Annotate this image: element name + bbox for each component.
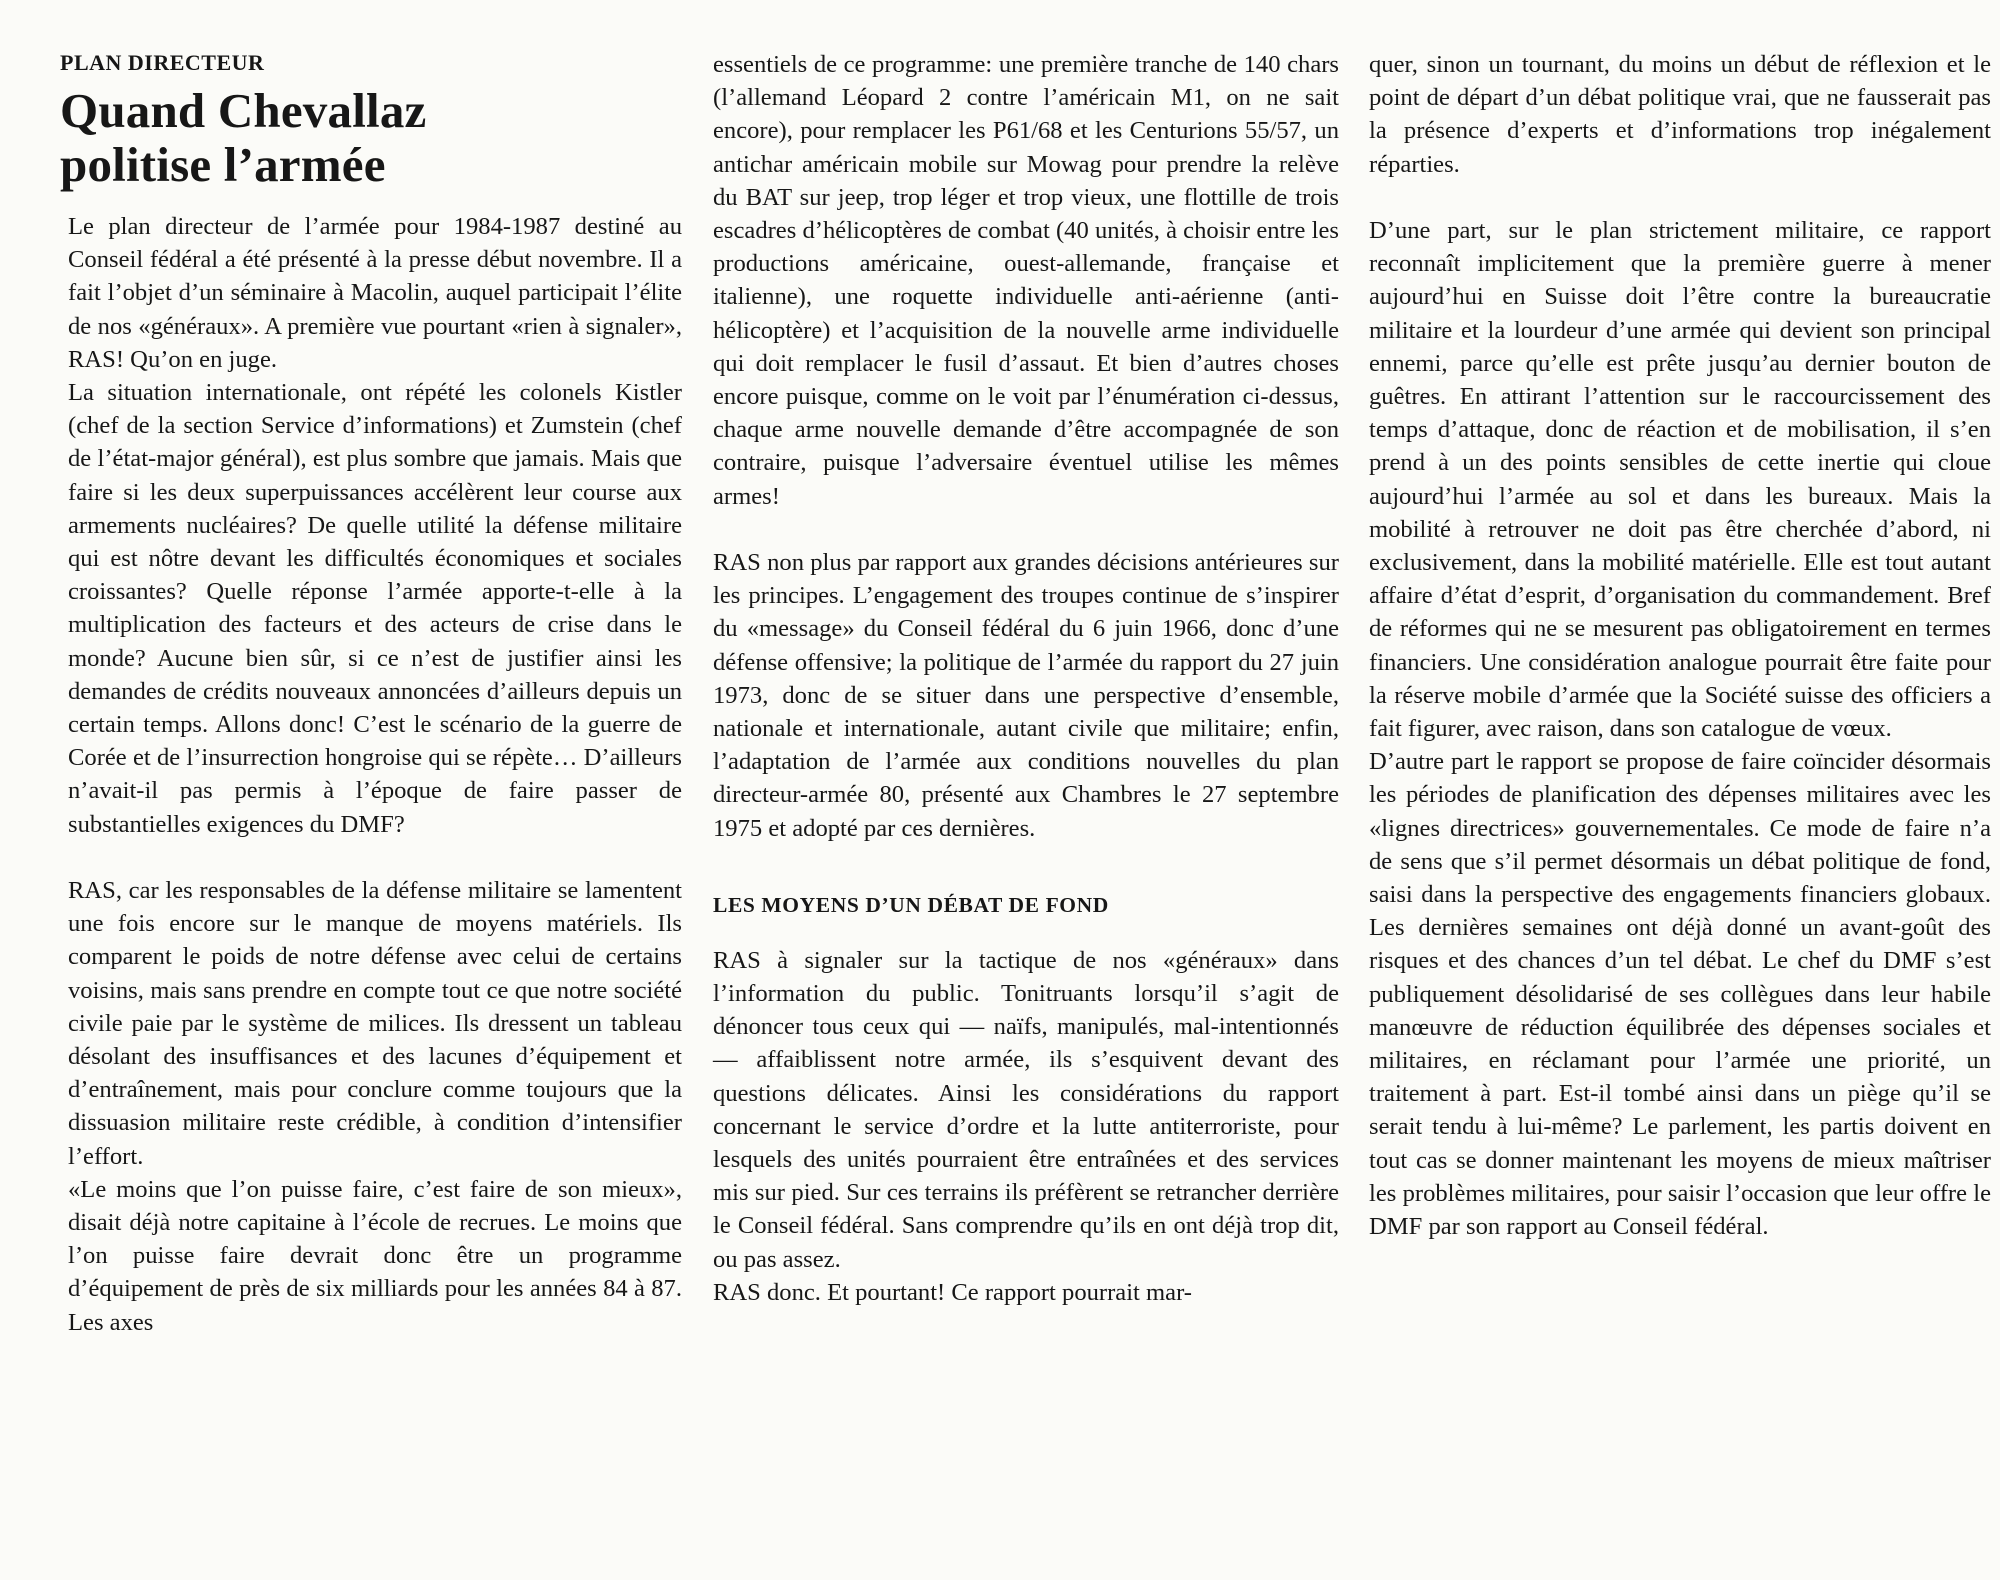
column-3: [1369, 48, 1991, 1243]
paragraph: «Le moins que l’on puisse faire, c’est faire de son mieux», disait déjà notre capitaine à l’école de recrues. Le moins que l’on puisse faire devrait donc être un programme d’équipement de près de six milliards pour les années 84 à 87. Les axes: [68, 1175, 682, 1336]
paragraph: D’autre part le rapport se propose de faire coïncider désormais les périodes de planification des dépenses militaires avec les «lignes directrices» gouvernementales. Ce mode de faire n’a de sens que s’il permet désormais un débat politique de fond, saisi dans la perspective des engagements financiers globaux. Les dernières semaines ont déjà donné un avant-goût des risques et des chances d’un tel débat. Le chef du DMF s’est publiquement désolidarisé de ses collègues dans leur habile manœuvre de réduction équilibrée des dépenses sociales et militaires, en réclamant pour l’armée une priorité, un traitement à part. Est-il tombé ainsi dans un piège qu’il se serait tendu à lui-même? Le parlement, les partis doivent en tout cas se donner maintenant les moyens de mieux maîtriser les problèmes militaires, pour saisir l’occasion que leur offre le DMF par son rapport au Conseil fédéral.: [1369, 748, 1991, 1241]
column-1: [60, 48, 682, 1339]
paragraph: Le plan directeur de l’armée pour 1984-1987 destiné au Conseil fédéral a été présenté à la presse début novembre. Il a fait l’objet d’un séminaire à Macolin, auquel participait l’élite de nos «généraux». A première vue pourtant «rien à signaler», RAS! Qu’on en juge.: [68, 213, 682, 373]
paragraph: RAS non plus par rapport aux grandes décisions antérieures sur les principes. L’engagement des troupes continue de s’inspirer du «message» du Conseil fédéral du 6 juin 1966, donc d’une défense offensive; la politique de l’armée du rapport du 27 juin 1973, donc de se situer dans une perspective d’ensemble, nationale et internationale, autant civile que militaire; enfin, l’adaptation de l’armée aux conditions nouvelles du plan directeur-armée 80, présenté aux Chambres le 27 septembre 1975 et adopté par ces dernières.: [713, 549, 1339, 842]
paragraph: RAS donc. Et pourtant! Ce rapport pourrait mar-: [713, 1278, 1192, 1306]
paragraph: quer, sinon un tournant, du moins un début de réflexion et le point de départ d’un débat politique vrai, que ne fausserait pas la présence d’experts et d’informations trop inégalement réparties.: [1369, 51, 1991, 178]
paragraph: RAS à signaler sur la tactique de nos «généraux» dans l’information du public. Tonitruants lorsqu’il s’agit de dénoncer tous ceux qui — naïfs, manipulés, mal-intentionnés — affaiblissent notre armée, ils s’esquivent devant des questions délicates. Ainsi les considérations du rapport concernant le service d’ordre et la lutte antiterroriste, pour lesquels des unités pourraient être entraînées et des services mis sur pied. Sur ces terrains ils préfèrent se retrancher derrière le Conseil fédéral. Sans comprendre qu’ils en ont déjà trop dit, ou pas assez.: [713, 946, 1339, 1273]
kicker: PLAN DIRECTEUR: [60, 50, 265, 75]
paragraph: RAS, car les responsables de la défense militaire se lamentent une fois encore sur le manque de moyens matériels. Ils comparent le poids de notre défense avec celui de certains voisins, mais sans prendre en compte tout ce que notre société civile paie par le système de milices. Ils dressent un tableau désolant des insuffisances et des lacunes d’équipement et d’entraînement, mais pour conclure comme toujours que la dissuasion militaire reste crédible, à condition d’intensifier l’effort.: [68, 877, 682, 1170]
paragraph: D’une part, sur le plan strictement militaire, ce rapport reconnaît implicitement que la première guerre à mener aujourd’hui en Suisse doit l’être contre la bureaucratie militaire et la lourdeur d’une armée qui devient son principal ennemi, parce qu’elle est prête jusqu’au dernier bouton de guêtres. En attirant l’attention sur le raccourcissement des temps d’attaque, donc de réaction et de mobilisation, il s’en prend à un des points sensibles de cette inertie qui cloue aujourd’hui l’armée au sol et dans les bureaux. Mais la mobilité à retrouver ne doit pas être cherchée d’abord, ni exclusivement, dans la mobilité matérielle. Elle est tout autant affaire d’état d’esprit, d’organisation du commandement. Bref de réformes qui ne se mesurent pas obligatoirement en termes financiers. Une considération analogue pourrait être faite pour la réserve mobile d’armée que la Société suisse des officiers a fait figurer, avec raison, dans son catalogue de vœux.: [1369, 217, 1991, 743]
paragraph: essentiels de ce programme: une première tranche de 140 chars (l’allemand Léopard 2 contre l’américain M1, on ne sait encore), pour remplacer les P61/68 et les Centurions 55/57, un antichar américain mobile sur Mowag pour prendre la relève du BAT sur jeep, trop léger et trop vieux, une flottille de trois escadres d’hélicoptères de combat (40 unités, à choisir entre les productions américaine, ouest-allemande, française et italienne), une roquette individuelle anti-aérienne (anti-hélicoptère) et l’acquisition de la nouvelle arme individuelle qui doit remplacer le fusil d’assaut. Et bien d’autres choses encore puisque, comme on le voit par l’énumération ci-dessus, chaque arme nouvelle demande d’être accompagnée de son contraire, puisque l’adversaire éventuel utilise les mêmes armes!: [713, 51, 1339, 510]
section-heading: LES MOYENS D’UN DÉBAT DE FOND: [713, 892, 1109, 917]
headline: Quand Chevallaz politise l’armée: [60, 83, 427, 192]
paragraph: La situation internationale, ont répété les colonels Kistler (chef de la section Service d’informations) et Zumstein (chef de l’état-major général), est plus sombre que jamais. Mais que faire si les deux superpuissances accélèrent leur course aux armements nucléaires? De quelle utilité la défense militaire qui est nôtre devant les difficultés économiques et sociales croissantes? Quelle réponse l’armée apporte-t-elle à la multiplication des facteurs et des acteurs de crise dans le monde? Aucune bien sûr, si ce n’est de justifier ainsi les demandes de crédits nouveaux annoncées d’ailleurs depuis un certain temps. Allons donc! C’est le scénario de la guerre de Corée et de l’insurrection hongroise qui se répète… D’ailleurs n’avait-il pas permis à l’époque de faire passer de substantielles exigences du DMF?: [68, 379, 682, 838]
column-2: [713, 48, 1339, 1309]
